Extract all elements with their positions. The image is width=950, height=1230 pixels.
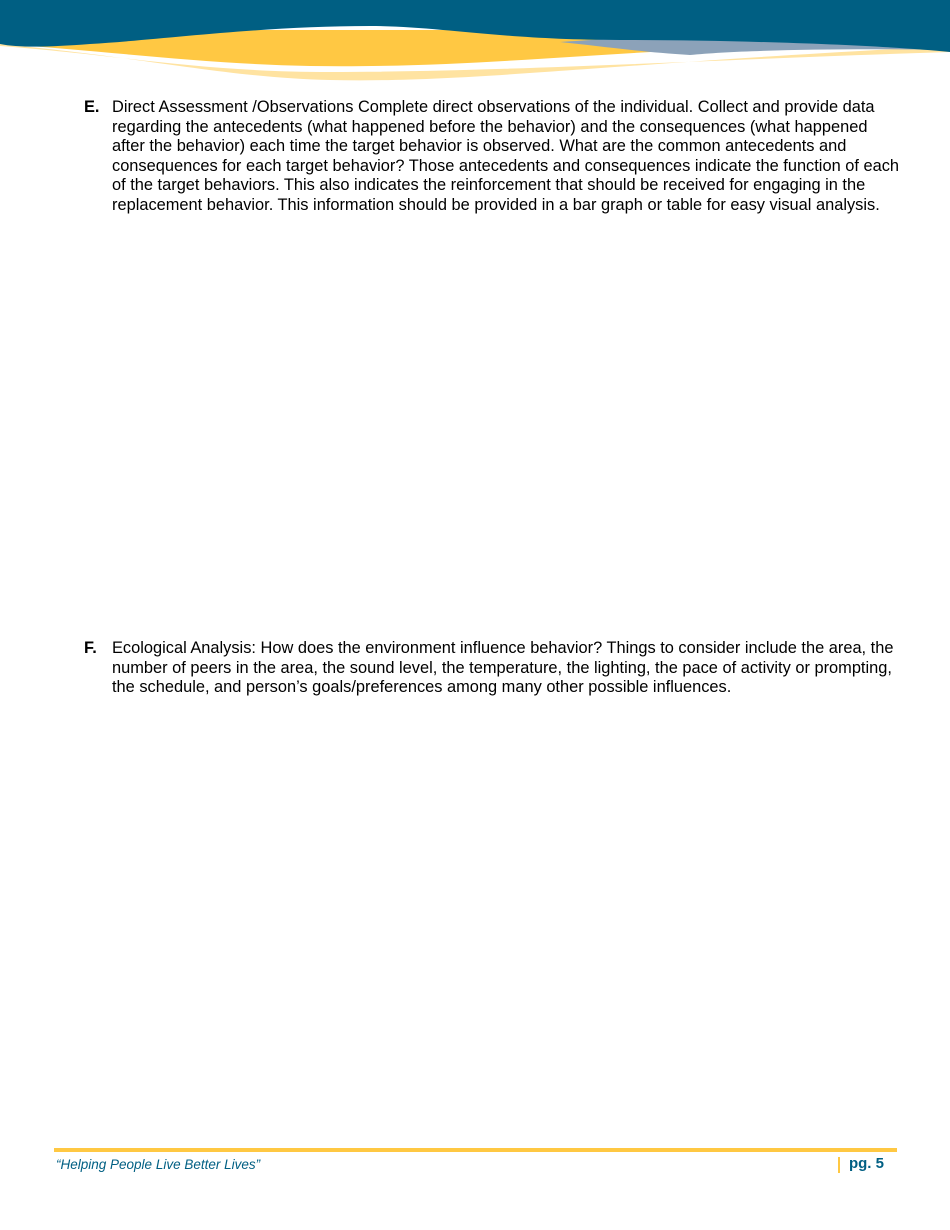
page-number: pg. 5 <box>848 1155 884 1172</box>
footer-separator <box>838 1157 840 1173</box>
list-item-e <box>84 98 904 216</box>
footer-divider <box>54 1148 897 1152</box>
item-letter: F. <box>84 639 97 657</box>
item-letter: E. <box>84 98 100 116</box>
header-wave-banner <box>0 0 950 90</box>
item-text: Ecological Analysis: How does the environment influence behavior? Things to consider include the area, the number of peers in the area, the sound level, the temperature, the lighting, the pace of activity or prompting, the schedule, and person’s goals/preferences among many other possible influences. <box>112 639 894 697</box>
list-item-f <box>84 639 904 698</box>
footer-tagline: “Helping People Live Better Lives” <box>56 1157 261 1172</box>
item-text: Direct Assessment /Observations Complete direct observations of the individual. Collect and provide data regarding the antecedents (what happened before the behavior) and the consequences (what happened after the behavior) each time the target behavior is observed. What are the common antecedents and consequences for each target behavior? Those antecedents and consequences indicate the function of each of the target behaviors. This also indicates the reinforcement that should be received for engaging in the replacement behavior. This information should be provided in a bar graph or table for easy visual analysis. <box>112 98 899 214</box>
